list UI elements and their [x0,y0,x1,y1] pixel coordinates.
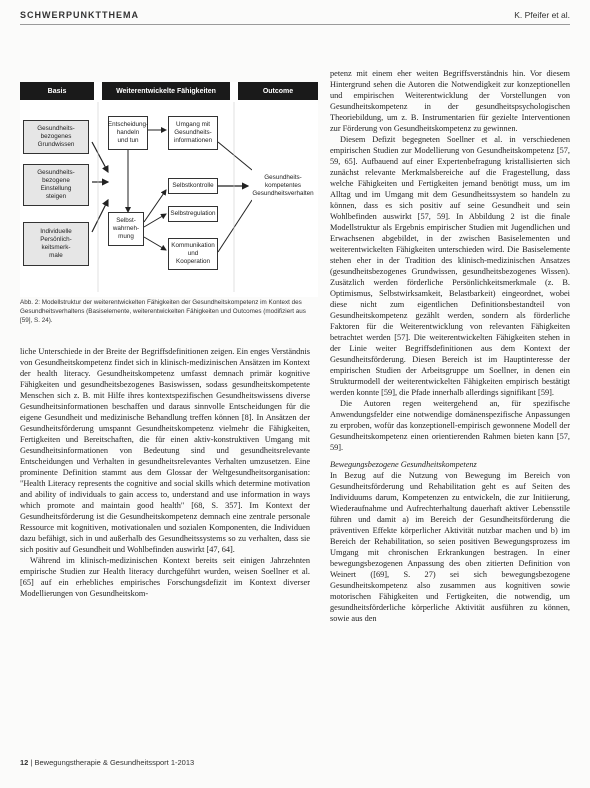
header-basis: Basis [20,82,94,100]
page-number: 12 [20,758,29,767]
journal-name: Bewegungstherapie & Gesundheitssport 1-2013 [34,758,195,767]
subheading: Bewegungsbezogene Gesundheitskompetenz [330,460,477,469]
box-einstellung: Gesundheits- bezogene Einstellung steigen [23,164,89,206]
author-label: K. Pfeifer et al. [514,10,570,20]
right-paragraph-4: In Bezug auf die Nutzung von Bewegung im Bereich von Gesundheitsförderung und Rehabilitation geht es auf Seiten des Individuums darum, Kompetenzen zu entwickeln, die zur Initiierung, Wiederaufnahme und Aufrechterhaltung dauerhaft aktiver Lebensstile führen und damit a) im Bereich der Gesundheitsförderung die präventiven Effekte körperlicher Aktivität nutzbar machen und b) im Bereich der Rehabilitation, so seien positiven Bewegungsprozess im Umgang mit chronischen Erkrankungen bestragen. In einer bewegungsbezogenen Anpassung des oben zitierten Definition von Weinert ([69], S. 27) sei sich bewegungsbezogene Gesundheitskompetenz also zusammen aus kognitiven sowie motorischen Fähigkeiten und Fertigkeiten, die notwendig, um gesundheitsförderliche körperliche Aktivität ausführen zu können, sowie aus den [330,471,570,623]
box-selbstregulation: Selbstregulation [168,206,218,222]
right-paragraph-1: petenz mit einem eher weiten Begriffsverständnis hin. Vor diesem Hintergrund sehen die Autoren die Notwendigkeit zur konzeptionellen und empirischen Weiterentwicklung der Vorstellungen von Gesundheitskompetenz in der gesundheitspsychologischen Theoriebildung, um z. B. Instrumentarien für gezielte Interventionen zur Förderung von Gesundheitskompetenz zu gewinnen. [330,69,570,133]
box-persoenlichkeit: Individuelle Persönlich- keitsmerk- male [23,222,89,266]
right-paragraph-3: Die Autoren regen weitergehend an, für spezifische Anwendungsfelder eine notwendige domänenspezifische Anpassungen zu erproben, wofür das konzeptionell-empirisch gewonnene Modell der Gesundheitskompetenz einen orientierenden Rahmen bieten kann [57, 59]. [330,399,570,452]
section-label: SCHWERPUNKTTHEMA [20,10,139,20]
left-paragraph-1: liche Unterschiede in der Breite der Begriffsdefinitionen zeigen. Ein enges Verständnis von Gesundheitskompetenz findet sich in klinisch-medizinischen Ansätzen im Kontext der health literacy. Gesundheitskompetenz umfasst demnach primär kognitive Fähigkeiten und gesundheitsbezogenes Basiswissen, sodass gesundheitskompetente Menschen sich z. B. mit Hilfe ihres kontextspezifischen Gesundheitswissens diverse Gesundheitsinformationen beschaffen und daraus sinnvolle Entscheidungen für die eigene Gesundheit und medizinische Behandlung treffen können [8]. In Ansätzen der Gesundheitsförderung umspannt Gesundheitskompetenz vielmehr die Fähigkeiten, Fertigkeiten und Bereitschaften, die für einen aktiv-konstruktiven Umgang mit Gesundheitsinformationen von Bedeutung sind und gesundheitsrelevante Entscheidungen und Verhalten in gesundheitsrelevantes Verhalten umzusetzen. Eine prominente Definition stammt aus dem Glossar der Weltgesundheitsorganisation: "Health Literacy represents the cognitive and social skills which determine motivation and ability of individuals to gain access to, understand and use information in ways which promote and maintain good health" [68, S. 357]. Im Kontext der Gesundheitsförderung ist die Gesundheitskompetenz demnach eine zentrale personale Ressource mit kognitiven, motivationalen und sozialen Komponenten, die Individuen dazu befähigt, sich in und außerhalb des Gesundheitssystems so zu verhalten, dass sie sich positiv auf Gesundheit und Wohlbefinden auswirkt [47, 64]. [20,347,310,554]
right-paragraph-2: Diesem Defizit begegneten Soellner et al. in verschiedenen empirischen Studien zur Modellierung von Gesundheitskompetenz [57, 59, 65]. Aufbauend auf einer Expertenbefragung kristallisierten sich zunächst relevante Merkmalsbereiche auf die Fragestellung, dass welche Fähigkeiten und Fertigkeiten jemand benötigt muss, um im Alltag und im Umgang mit dem Gesundheitssystem so handeln zu können, dass es sich positiv auf seine Gesundheit und sein Wohlbefinden auswirkt [57, 59]. In Abbildung 2 ist die finale Modellstruktur als Ergebnis empirischer Studien mit Jugendlichen und Erwachsenen abgebildet, in der zwischen Basiselementen und weiterentwickelten Fähigkeiten unterschieden wird. Die Basiselemente stehen eher in der Tradition des klinisch-medizinischen Ansatzes (gesundheitsbezogenes Grundwissen, gesundheitsbezogenes Wissen). Zusätzlich werden förderliche Persönlichkeitsmerkmale (z. B. Optimismus, Selbstwirksamkeit, Belastbarkeit) eingeordnet, wobei diese nicht zum eigentlichen Definitionsbestandteil von Gesundheitskompetenz gezählt werden, sondern als förderliche Faktoren für die Weiterentwicklung von relevanten Fähigkeiten betrachtet werden [57]. Die weiterentwickelten Fähigkeiten stehen in der Linie weiter Begriffsdefinitionen aus dem Kontext der Gesundheitsförderung. Diesen Bereich ist im Hauptinteresse der empirischen Studien der Arbeitsgruppe um Soellner, in denen ein Strukturmodell der weiterentwickelten Fähigkeiten empirisch bestätigt werden konnte [59], die Pfade innerhalb allerdings signifikant [59]. [330,135,570,397]
box-selbstkontrolle: Selbstkontrolle [168,178,218,194]
model-figure [20,82,318,297]
box-kommunikation: Kommunikation und Kooperation [168,238,218,270]
box-entscheidung: Entscheidung- handeln und tun [108,116,148,150]
box-umgang: Umgang mit Gesundheits- informationen [168,116,218,150]
page-footer [20,758,194,767]
right-column [330,68,570,624]
header-outcome: Outcome [238,82,318,100]
box-outcome: Gesundheits- kompetentes Gesundheitsverhalten [252,166,314,206]
left-column [20,346,310,599]
header-rule [20,24,570,25]
left-paragraph-2: Während im klinisch-medizinischen Kontext bereits seit einigen Jahrzehnten empirische Studien zur Health literacy durchgeführt wurden, weisen Soellner et al. [65] auf ein erhebliches empirisches Forschungsdefizit im Kontext diverser Modellierungen von Gesundheitskom- [20,556,310,598]
box-selbstwahrnehmung: Selbst- wahrneh- mung [108,212,144,246]
figure-caption: Abb. 2: Modellstruktur der weiterentwickelten Fähigkeiten der Gesundheitskompetenz im Kontext des Gesundheitsverhaltens (Basiselemente, weiterentwickelten Fähigkeiten und Outcomes (modifiziert aus [59], S. 24). [20,299,306,324]
box-grundwissen: Gesundheits- bezogenes Grundwissen [23,120,89,154]
footer-separator: | [30,758,35,767]
header-skills: Weiterentwickelte Fähigkeiten [102,82,230,100]
